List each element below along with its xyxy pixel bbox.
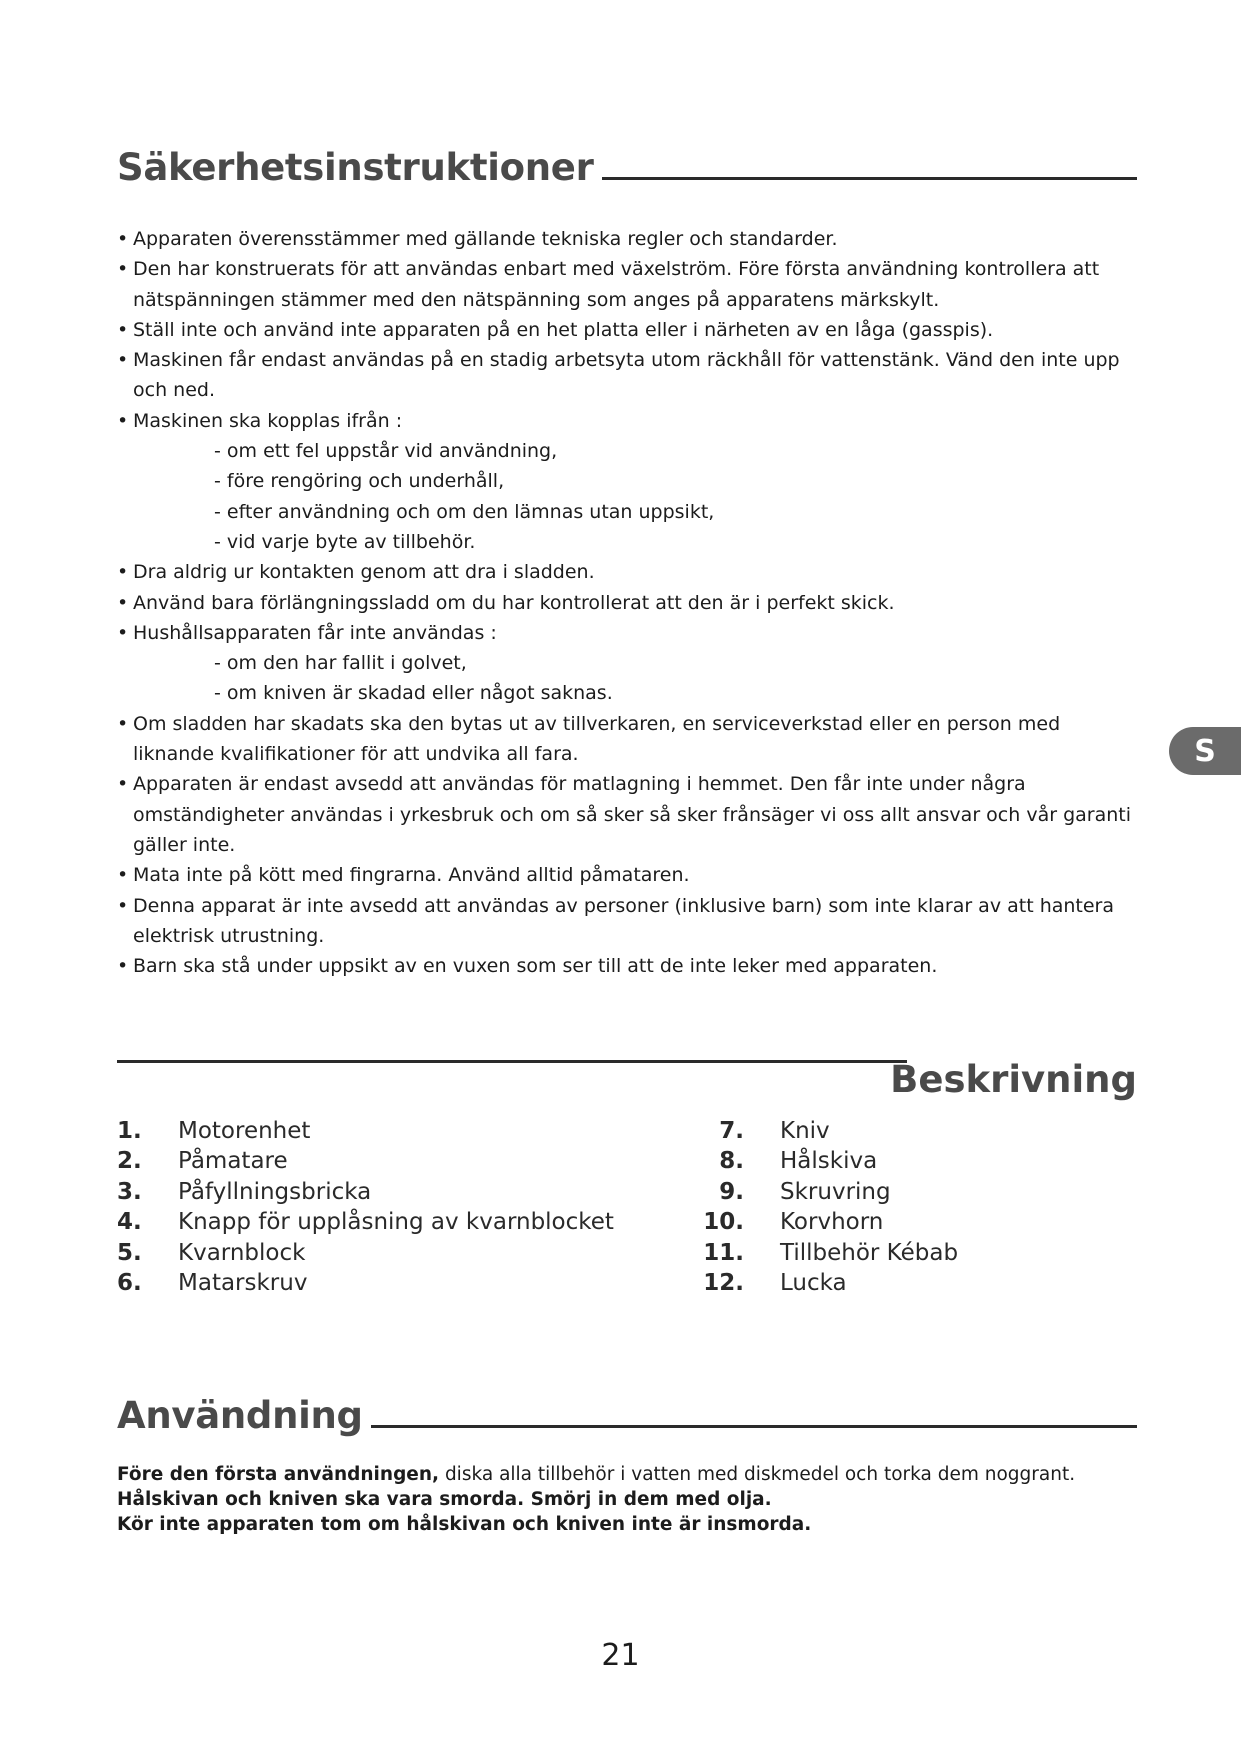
- usage-line-2: [117, 1487, 1127, 1512]
- description-item-number: 3.: [117, 1178, 142, 1205]
- description-item-label: Tillbehör Kébab: [780, 1239, 959, 1266]
- description-item: [117, 1268, 614, 1298]
- usage-text: [117, 1462, 1127, 1537]
- safety-bullet-item: • Denna apparat är inte avsedd att användas av personer (inklusive barn) som inte klarar av att hantera elektrisk utrustning.: [117, 891, 1137, 952]
- usage-line-3-bold: Kör inte apparaten tom om hålskivan och kniven inte är insmorda.: [117, 1514, 812, 1535]
- description-item-label: Kvarnblock: [178, 1239, 306, 1266]
- safety-heading: [117, 146, 1137, 189]
- safety-bullet-item: • Apparaten är endast avsedd att användas för matlagning i hemmet. Den får inte under några omständigheter användas i yrkesbruk och om så sker så sker frånsäger vi oss allt ansvar och vår garanti gäller inte.: [117, 769, 1137, 860]
- description-item: [117, 1146, 614, 1176]
- description-item: [117, 1116, 614, 1146]
- description-item-label: Kniv: [780, 1118, 830, 1144]
- description-item-number: 6.: [117, 1270, 142, 1297]
- safety-bullet-item: • Dra aldrig ur kontakten genom att dra i sladden.: [117, 557, 1137, 587]
- description-list-right: [700, 1116, 958, 1298]
- description-item-number: 8.: [719, 1148, 744, 1175]
- description-item-label: Motorenhet: [178, 1118, 311, 1144]
- description-list-left: [117, 1116, 614, 1298]
- description-item: [117, 1238, 614, 1268]
- description-item-label: Lucka: [780, 1270, 847, 1297]
- description-item-number: 11.: [703, 1239, 744, 1266]
- description-item-number: 12.: [703, 1270, 744, 1297]
- safety-bullet-item: • Använd bara förlängningssladd om du har kontrollerat att den är i perfekt skick.: [117, 588, 1137, 618]
- safety-bullet-item: • Om sladden har skadats ska den bytas ut av tillverkaren, en serviceverkstad eller en person med liknande kvalifikationer för att undvika all fara.: [117, 709, 1137, 770]
- usage-line-3: [117, 1512, 1127, 1537]
- safety-bullet-item: • Den har konstruerats för att användas enbart med växelström. Före första användning kontrollera att nätspänningen stämmer med den nätspänning som anges på apparatens märkskylt.: [117, 254, 1137, 315]
- heading-rule: [371, 1425, 1137, 1428]
- usage-line-1-bold: Före den första användningen,: [117, 1464, 440, 1485]
- safety-bullet-item: • Ställ inte och använd inte apparaten på en het platta eller i närheten av en låga (gasspis).: [117, 315, 1137, 345]
- description-item-number: 2.: [117, 1148, 142, 1175]
- safety-bullet-item: • Maskinen får endast användas på en stadig arbetsyta utom räckhåll för vattenstänk. Vänd den inte upp och ned.: [117, 345, 1137, 406]
- description-item: [700, 1207, 958, 1237]
- usage-line-1-rest: diska alla tillbehör i vatten med diskmedel och torka dem noggrant.: [439, 1464, 1076, 1485]
- usage-title: Användning: [117, 1394, 363, 1437]
- heading-rule: [602, 177, 1137, 180]
- description-item-label: Påmatare: [178, 1148, 288, 1175]
- description-item-label: Hålskiva: [780, 1148, 878, 1175]
- safety-title: Säkerhetsinstruktioner: [117, 146, 594, 189]
- description-item: [117, 1177, 614, 1207]
- description-item-number: 7.: [719, 1118, 744, 1144]
- description-rule: [117, 1060, 907, 1063]
- description-item-label: Skruvring: [780, 1178, 891, 1205]
- safety-instructions-list: [117, 224, 1137, 981]
- safety-sub-item: - om ett fel uppstår vid användning,: [214, 440, 558, 463]
- description-item: [117, 1207, 614, 1237]
- safety-bullet-item: • Hushållsapparaten får inte användas :: [117, 618, 1137, 648]
- description-item-label: Matarskruv: [178, 1270, 308, 1297]
- safety-sub-item: - efter användning och om den lämnas utan uppsikt,: [214, 500, 715, 523]
- description-item: [700, 1146, 958, 1176]
- safety-sub-item: - före rengöring och underhåll,: [214, 470, 505, 493]
- safety-bullet-item: • Maskinen ska kopplas ifrån :: [117, 406, 1137, 436]
- language-tab: S: [1169, 727, 1241, 775]
- page-number: 21: [601, 1638, 640, 1673]
- usage-line-2-bold: Hålskivan och kniven ska vara smorda. Smörj in dem med olja.: [117, 1489, 772, 1510]
- description-item: [700, 1238, 958, 1268]
- description-item: [700, 1116, 958, 1146]
- description-item-number: 4.: [117, 1209, 142, 1236]
- usage-heading: [117, 1394, 1137, 1437]
- safety-sub-item: - om kniven är skadad eller något saknas.: [214, 682, 613, 705]
- safety-bullet-item: • Apparaten överensstämmer med gällande tekniska regler och standarder.: [117, 224, 1137, 254]
- description-item-number: 5.: [117, 1239, 142, 1266]
- description-item-label: Knapp för upplåsning av kvarnblocket: [178, 1209, 614, 1236]
- description-item-label: Påfyllningsbricka: [178, 1178, 372, 1205]
- description-item: [700, 1177, 958, 1207]
- safety-bullet-item: • Mata inte på kött med fingrarna. Använd alltid påmataren.: [117, 860, 1137, 890]
- safety-bullet-item: • Barn ska stå under uppsikt av en vuxen som ser till att de inte leker med apparaten.: [117, 951, 1137, 981]
- description-title: Beskrivning: [890, 1058, 1137, 1101]
- description-item-label: Korvhorn: [780, 1209, 884, 1236]
- safety-sub-item: - vid varje byte av tillbehör.: [214, 530, 476, 553]
- description-item-number: 1.: [117, 1118, 142, 1144]
- description-item: [700, 1268, 958, 1298]
- description-item-number: 9.: [719, 1178, 744, 1205]
- description-item-number: 10.: [703, 1209, 744, 1236]
- safety-sub-item: - om den har fallit i golvet,: [214, 652, 467, 675]
- usage-line-1: [117, 1462, 1127, 1487]
